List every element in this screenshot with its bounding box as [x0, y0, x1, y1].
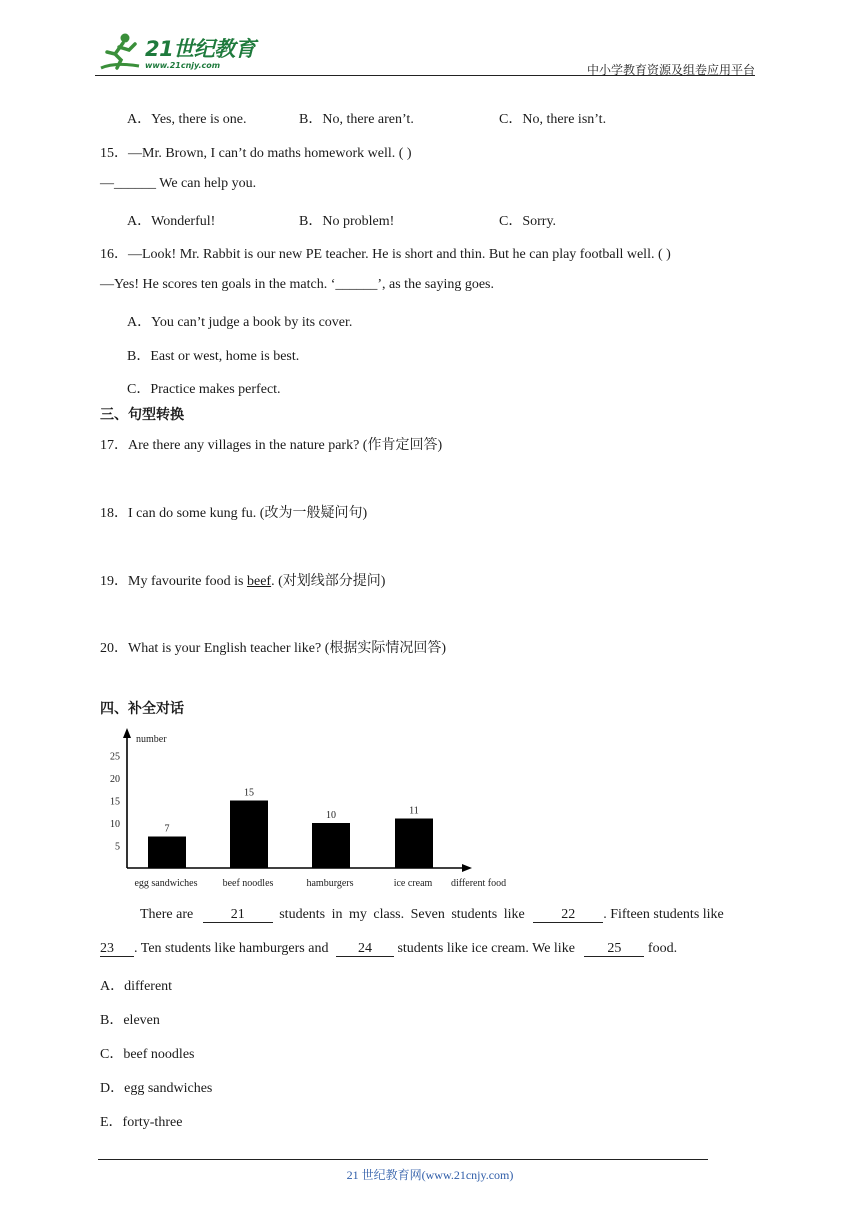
q19-prefix: 19．My favourite food is	[100, 574, 247, 589]
blank-25: 25	[584, 941, 644, 957]
category-label: ice cream	[393, 878, 433, 889]
category-label: egg sandwiches	[134, 878, 198, 889]
y-tick-label: 25	[110, 751, 120, 763]
runner-logo-icon	[95, 30, 143, 74]
q17: 17．Are there any villages in the nature park? (作肯定回答)	[100, 438, 443, 453]
bar	[148, 837, 186, 869]
q14-option-a: A．Yes, there is one.	[127, 112, 247, 127]
option-d: D．egg sandwiches	[100, 1081, 213, 1096]
logo-url: www.21cnjy.com	[145, 61, 221, 70]
bar	[395, 819, 433, 869]
q14-option-b: B．No, there aren’t.	[299, 112, 414, 127]
q16-question: 16．—Look! Mr. Rabbit is our new PE teacher. He is short and thin. But he can play football well. ( )	[100, 247, 671, 262]
passage-text: There are	[140, 907, 197, 922]
bar-value-label: 15	[244, 787, 254, 799]
q19-suffix: . (对划线部分提问)	[271, 574, 386, 589]
option-c: C．beef noodles	[100, 1047, 195, 1062]
passage-text: students in my class. Seven students like	[272, 907, 532, 922]
q15-option-a: A．Wonderful!	[127, 214, 216, 229]
bar	[230, 801, 268, 869]
bar	[312, 823, 350, 868]
bar-value-label: 7	[164, 823, 170, 835]
x-axis-arrow-icon	[462, 864, 472, 872]
bar-value-label: 10	[326, 810, 336, 821]
q19-underlined-word: beef	[246, 574, 272, 589]
blank-22: 22	[533, 907, 603, 923]
passage-text: . Fifteen students like	[603, 907, 724, 922]
x-axis-label: different food	[451, 878, 507, 889]
y-tick-label: 10	[110, 819, 120, 830]
passage-line-2	[100, 941, 677, 957]
y-tick-label: 20	[110, 774, 120, 785]
logo-text: 21世纪教育	[145, 37, 256, 61]
q15-option-c: C．Sorry.	[499, 214, 557, 229]
q15-response: —______ We can help you.	[100, 176, 257, 191]
q18: 18．I can do some kung fu. (改为一般疑问句)	[100, 506, 368, 521]
q16-option-a: A．You can’t judge a book by its cover.	[127, 315, 353, 330]
section-4-title: 四、补全对话	[100, 701, 184, 717]
footer-rule	[98, 1159, 708, 1160]
site-name: 中小学教育资源及组卷应用平台	[586, 63, 755, 77]
footer-text: 21 世纪教育网(www.21cnjy.com)	[346, 1168, 514, 1182]
y-tick-label: 5	[115, 841, 120, 853]
category-label: hamburgers	[306, 878, 354, 889]
q16-option-c: C．Practice makes perfect.	[127, 382, 281, 397]
passage-line-1	[140, 907, 724, 923]
q15-option-b: B．No problem!	[299, 214, 395, 229]
y-axis-arrow-icon	[123, 728, 131, 738]
bar-chart	[108, 724, 528, 894]
category-label: beef noodles	[222, 878, 274, 889]
q14-option-c: C．No, there isn’t.	[499, 112, 607, 127]
blank-21: 21	[203, 907, 273, 923]
option-a: A．different	[100, 979, 173, 994]
q20: 20．What is your English teacher like? (根据实际情况回答)	[100, 641, 447, 656]
blank-23: 23	[100, 941, 134, 957]
passage-text: students like ice cream. We like	[393, 941, 579, 956]
y-tick-label: 15	[110, 796, 120, 808]
option-b: B．eleven	[100, 1013, 160, 1028]
passage-text: . Ten students like hamburgers and	[134, 941, 332, 956]
bar-value-label: 11	[409, 805, 419, 817]
passage-text: food.	[644, 941, 678, 956]
option-e: E．forty-three	[100, 1115, 183, 1130]
y-axis-label: number	[136, 734, 167, 745]
header-rule	[95, 75, 755, 76]
site-logo	[95, 30, 265, 76]
q15-question: 15．—Mr. Brown, I can’t do maths homework well. ( )	[100, 146, 412, 161]
blank-24: 24	[336, 941, 394, 957]
q16-response: —Yes! He scores ten goals in the match. ‘______’, as the saying goes.	[100, 277, 495, 292]
section-3-title: 三、句型转换	[100, 407, 184, 423]
q16-option-b: B．East or west, home is best.	[127, 349, 300, 364]
q19	[100, 570, 385, 590]
